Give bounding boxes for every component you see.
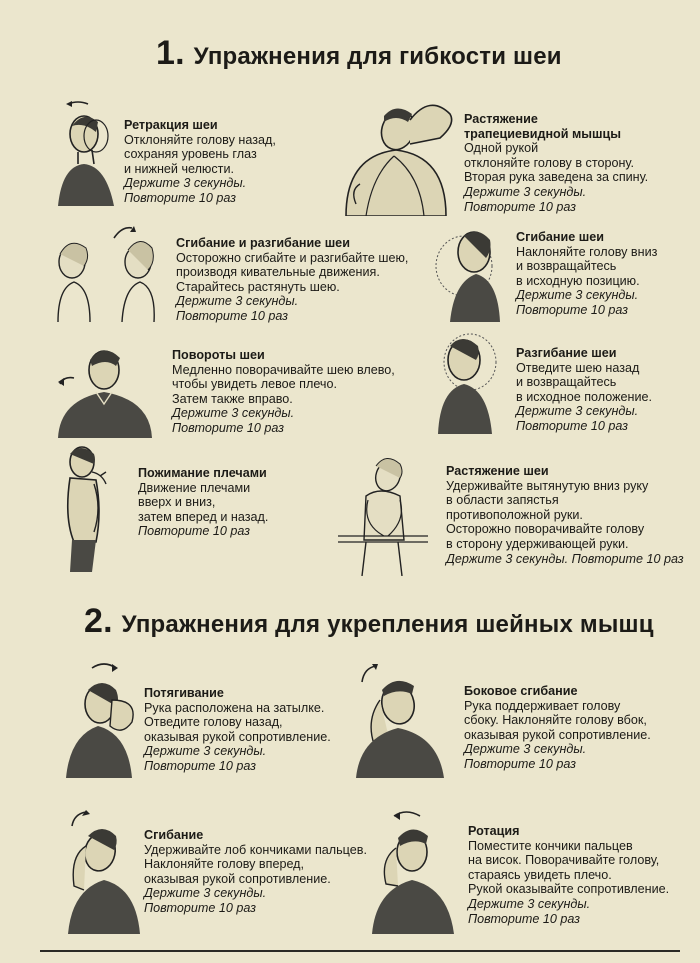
person-exercise-illustration-icon (60, 806, 146, 934)
exercise-trapezius-stretch: Растяжение трапециевидной мышцы Одной рукой отклоняйте голову в сторону. Вторая рука заведена за спину. Держите 3 секунды. Повторите 10 раз (464, 112, 649, 214)
exercise-neck-retraction: Ретракция шеи Отклоняйте голову назад, сохраняя уровень глаз и нижней челюсти. Держите 3 секунды. Повторите 10 раз (124, 118, 276, 205)
person-exercise-illustration-icon (336, 98, 458, 216)
exercise-neck-rotation: Повороты шеи Медленно поворачивайте шею влево, чтобы увидеть левое плечо. Затем также вправо. Держите 3 секунды. Повторите 10 раз (172, 348, 395, 435)
person-exercise-illustration-icon (366, 806, 462, 934)
illustration-neck-flex-extend (50, 222, 170, 322)
exercise-flexion-resistance: Сгибание Удерживайте лоб кончиками пальцев. Наклоняйте голову вперед, оказывая рукой сопротивление. Держите 3 секунды. Повторите 10 раз (144, 828, 367, 915)
illustration-neck-extension (430, 326, 512, 434)
person-exercise-illustration-icon (338, 456, 430, 576)
person-exercise-illustration-icon (58, 444, 114, 572)
person-exercise-illustration-icon (62, 660, 140, 778)
illustration-neck-flexion (424, 222, 510, 322)
person-exercise-illustration-icon (430, 326, 512, 434)
exercise-neck-flex-extend: Сгибание и разгибание шеи Осторожно сгибайте и разгибайте шею, производя кивательные движения. Старайтесь растянуть шею. Держите 3 секунды. Повторите 10 раз (176, 236, 409, 323)
person-exercise-illustration-icon (54, 340, 160, 438)
person-exercise-illustration-icon (50, 222, 170, 322)
person-exercise-illustration-icon (50, 98, 120, 206)
section-2-title: 2. Упражнения для укрепления шейных мышц (84, 602, 654, 640)
illustration-neck-rotation (54, 340, 160, 438)
exercise-neck-extension: Разгибание шеи Отведите шею назад и возвращайтесь в исходное положение. Держите 3 секунды. Повторите 10 раз (516, 346, 653, 433)
exercise-neck-flexion: Сгибание шеи Наклоняйте голову вниз и возвращайтесь в исходную позицию. Держите 3 секунды. Повторите 10 раз (516, 230, 658, 317)
illustration-neck-retraction (50, 98, 120, 206)
illustration-neck-stretch (338, 456, 430, 576)
illustration-pull-back (62, 660, 140, 778)
exercise-rotation-resistance: Ротация Поместите кончики пальцев на висок. Поворачивайте голову, стараясь увидеть плечо. Рукой оказывайте сопротивление. Держите 3 секунды. Повторите 10 раз (468, 824, 670, 926)
curved-arrow-icon (114, 228, 132, 238)
illustration-rotation-resistance (366, 806, 462, 934)
illustration-trapezius-stretch (336, 98, 458, 216)
exercise-neck-stretch: Растяжение шеи Удерживайте вытянутую вниз руку в области запястья противоположной руки. Осторожно поворачивайте голову в сторону удерживающей руки. Держите 3 секунды. Повторите 10 раз (446, 464, 684, 566)
person-exercise-illustration-icon (424, 222, 510, 322)
illustration-shoulder-shrug (58, 444, 114, 572)
section-1-title: 1. Упражнения для гибкости шеи (156, 34, 562, 72)
exercise-side-bend: Боковое сгибание Рука поддерживает голову сбоку. Наклоняйте голову вбок, оказывая рукой сопротивление. Держите 3 секунды. Повторите 10 раз (464, 684, 651, 771)
illustration-flexion-resistance (60, 806, 146, 934)
bottom-divider (40, 950, 680, 952)
person-exercise-illustration-icon (342, 660, 454, 778)
exercise-pull-back: Потягивание Рука расположена на затылке. Отведите голову назад, оказывая рукой сопротивление. Держите 3 секунды. Повторите 10 раз (144, 686, 331, 773)
curved-arrow-icon (362, 666, 376, 682)
illustration-side-bend (342, 660, 454, 778)
exercise-shoulder-shrug: Пожимание плечами Движение плечами вверх и вниз, затем вперед и назад. Повторите 10 раз (138, 466, 269, 539)
